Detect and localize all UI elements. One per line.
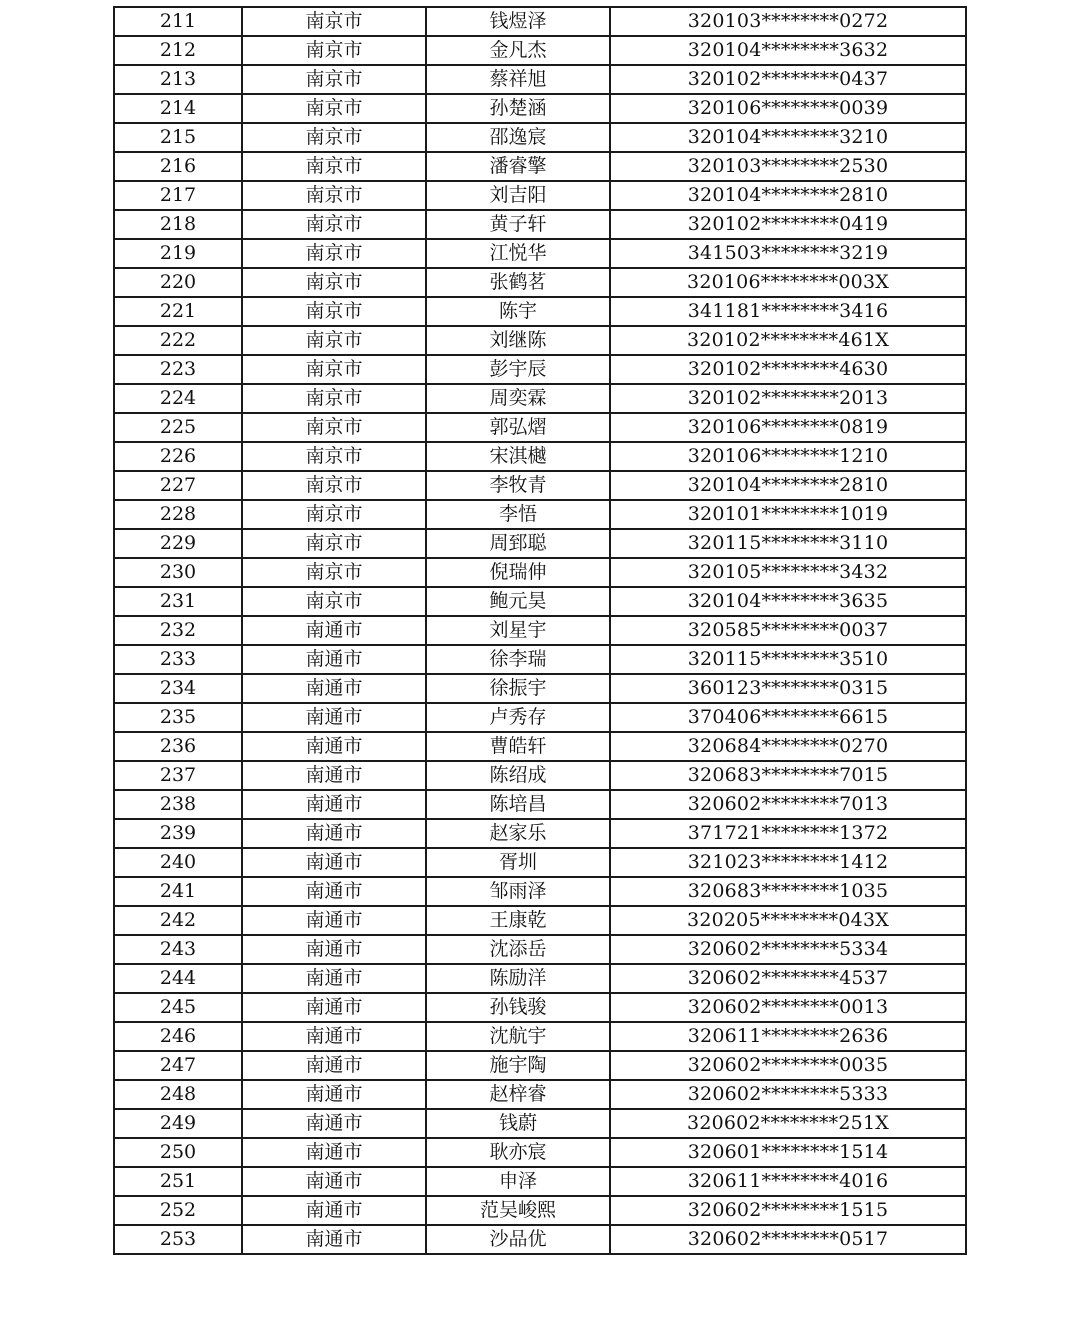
id-number-cell: 320106********1210: [610, 442, 966, 471]
name-cell: 刘吉阳: [426, 181, 610, 210]
name-cell: 钱煜泽: [426, 7, 610, 36]
city-cell: 南京市: [242, 471, 426, 500]
table-row: [114, 674, 966, 703]
name-cell: 孙楚涵: [426, 94, 610, 123]
name-cell: 陈培昌: [426, 790, 610, 819]
table-row: [114, 587, 966, 616]
city-cell: 南京市: [242, 7, 426, 36]
table-row: [114, 703, 966, 732]
name-cell: 邵逸宸: [426, 123, 610, 152]
table-row: [114, 558, 966, 587]
table-row: [114, 297, 966, 326]
id-number-cell: 341503********3219: [610, 239, 966, 268]
name-cell: 李牧青: [426, 471, 610, 500]
row-number-cell: 247: [114, 1051, 242, 1080]
city-cell: 南京市: [242, 123, 426, 152]
row-number-cell: 219: [114, 239, 242, 268]
id-number-cell: 370406********6615: [610, 703, 966, 732]
id-number-cell: 320104********3632: [610, 36, 966, 65]
name-cell: 陈宇: [426, 297, 610, 326]
row-number-cell: 244: [114, 964, 242, 993]
name-cell: 蔡祥旭: [426, 65, 610, 94]
city-cell: 南通市: [242, 1022, 426, 1051]
id-number-cell: 360123********0315: [610, 674, 966, 703]
name-cell: 卢秀存: [426, 703, 610, 732]
name-cell: 郭弘熠: [426, 413, 610, 442]
table-row: [114, 1225, 966, 1254]
name-cell: 曹皓轩: [426, 732, 610, 761]
row-number-cell: 240: [114, 848, 242, 877]
city-cell: 南京市: [242, 413, 426, 442]
row-number-cell: 213: [114, 65, 242, 94]
row-number-cell: 211: [114, 7, 242, 36]
row-number-cell: 238: [114, 790, 242, 819]
id-number-cell: 320102********2013: [610, 384, 966, 413]
roster-table: [113, 6, 967, 1255]
row-number-cell: 245: [114, 993, 242, 1022]
table-row: [114, 1167, 966, 1196]
city-cell: 南通市: [242, 761, 426, 790]
row-number-cell: 222: [114, 326, 242, 355]
row-number-cell: 215: [114, 123, 242, 152]
name-cell: 徐振宇: [426, 674, 610, 703]
table-row: [114, 268, 966, 297]
name-cell: 宋淇樾: [426, 442, 610, 471]
row-number-cell: 237: [114, 761, 242, 790]
table-row: [114, 1196, 966, 1225]
name-cell: 黄子轩: [426, 210, 610, 239]
row-number-cell: 230: [114, 558, 242, 587]
city-cell: 南京市: [242, 181, 426, 210]
id-number-cell: 320611********4016: [610, 1167, 966, 1196]
name-cell: 申泽: [426, 1167, 610, 1196]
city-cell: 南通市: [242, 819, 426, 848]
city-cell: 南通市: [242, 1109, 426, 1138]
table-row: [114, 471, 966, 500]
row-number-cell: 250: [114, 1138, 242, 1167]
city-cell: 南通市: [242, 877, 426, 906]
table-row: [114, 152, 966, 181]
name-cell: 张鹤茗: [426, 268, 610, 297]
name-cell: 赵家乐: [426, 819, 610, 848]
row-number-cell: 236: [114, 732, 242, 761]
table-row: [114, 7, 966, 36]
name-cell: 鲍元昊: [426, 587, 610, 616]
row-number-cell: 225: [114, 413, 242, 442]
table-row: [114, 935, 966, 964]
city-cell: 南京市: [242, 355, 426, 384]
row-number-cell: 242: [114, 906, 242, 935]
table-row: [114, 384, 966, 413]
table-row: [114, 1138, 966, 1167]
city-cell: 南京市: [242, 36, 426, 65]
id-number-cell: 320102********461X: [610, 326, 966, 355]
id-number-cell: 341181********3416: [610, 297, 966, 326]
row-number-cell: 248: [114, 1080, 242, 1109]
id-number-cell: 320106********003X: [610, 268, 966, 297]
city-cell: 南京市: [242, 500, 426, 529]
id-number-cell: 320683********7015: [610, 761, 966, 790]
name-cell: 倪瑞伸: [426, 558, 610, 587]
name-cell: 周奕霖: [426, 384, 610, 413]
table-row: [114, 1109, 966, 1138]
table-row: [114, 239, 966, 268]
id-number-cell: 320115********3110: [610, 529, 966, 558]
city-cell: 南通市: [242, 1167, 426, 1196]
table-row: [114, 877, 966, 906]
row-number-cell: 228: [114, 500, 242, 529]
name-cell: 江悦华: [426, 239, 610, 268]
row-number-cell: 252: [114, 1196, 242, 1225]
table-row: [114, 413, 966, 442]
name-cell: 潘睿擎: [426, 152, 610, 181]
row-number-cell: 241: [114, 877, 242, 906]
name-cell: 钱蔚: [426, 1109, 610, 1138]
name-cell: 王康乾: [426, 906, 610, 935]
id-number-cell: 320102********0437: [610, 65, 966, 94]
row-number-cell: 232: [114, 616, 242, 645]
row-number-cell: 216: [114, 152, 242, 181]
row-number-cell: 243: [114, 935, 242, 964]
city-cell: 南通市: [242, 703, 426, 732]
table-row: [114, 964, 966, 993]
name-cell: 胥圳: [426, 848, 610, 877]
id-number-cell: 320104********3210: [610, 123, 966, 152]
id-number-cell: 320103********2530: [610, 152, 966, 181]
city-cell: 南京市: [242, 94, 426, 123]
row-number-cell: 251: [114, 1167, 242, 1196]
table-row: [114, 906, 966, 935]
row-number-cell: 246: [114, 1022, 242, 1051]
table-row: [114, 819, 966, 848]
name-cell: 施宇陶: [426, 1051, 610, 1080]
name-cell: 徐李瑞: [426, 645, 610, 674]
name-cell: 陈励洋: [426, 964, 610, 993]
city-cell: 南京市: [242, 297, 426, 326]
table-row: [114, 1080, 966, 1109]
id-number-cell: 320102********0419: [610, 210, 966, 239]
table-row: [114, 355, 966, 384]
city-cell: 南通市: [242, 935, 426, 964]
row-number-cell: 217: [114, 181, 242, 210]
city-cell: 南通市: [242, 848, 426, 877]
id-number-cell: 320101********1019: [610, 500, 966, 529]
name-cell: 刘星宇: [426, 616, 610, 645]
table-row: [114, 1022, 966, 1051]
name-cell: 沙品优: [426, 1225, 610, 1254]
id-number-cell: 320103********0272: [610, 7, 966, 36]
row-number-cell: 235: [114, 703, 242, 732]
city-cell: 南京市: [242, 326, 426, 355]
city-cell: 南京市: [242, 65, 426, 94]
city-cell: 南京市: [242, 268, 426, 297]
name-cell: 刘继陈: [426, 326, 610, 355]
id-number-cell: 320102********4630: [610, 355, 966, 384]
row-number-cell: 239: [114, 819, 242, 848]
id-number-cell: 320684********0270: [610, 732, 966, 761]
city-cell: 南京市: [242, 239, 426, 268]
roster-table-body: [114, 7, 966, 1254]
table-row: [114, 442, 966, 471]
row-number-cell: 220: [114, 268, 242, 297]
name-cell: 孙钱骏: [426, 993, 610, 1022]
name-cell: 金凡杰: [426, 36, 610, 65]
city-cell: 南通市: [242, 993, 426, 1022]
id-number-cell: 320602********5334: [610, 935, 966, 964]
name-cell: 沈添岳: [426, 935, 610, 964]
row-number-cell: 249: [114, 1109, 242, 1138]
id-number-cell: 320106********0819: [610, 413, 966, 442]
row-number-cell: 221: [114, 297, 242, 326]
row-number-cell: 227: [114, 471, 242, 500]
city-cell: 南通市: [242, 1080, 426, 1109]
id-number-cell: 371721********1372: [610, 819, 966, 848]
city-cell: 南京市: [242, 442, 426, 471]
row-number-cell: 231: [114, 587, 242, 616]
city-cell: 南通市: [242, 616, 426, 645]
city-cell: 南京市: [242, 210, 426, 239]
city-cell: 南通市: [242, 732, 426, 761]
city-cell: 南通市: [242, 1196, 426, 1225]
name-cell: 陈绍成: [426, 761, 610, 790]
id-number-cell: 320602********5333: [610, 1080, 966, 1109]
table-row: [114, 210, 966, 239]
table-row: [114, 993, 966, 1022]
city-cell: 南通市: [242, 645, 426, 674]
name-cell: 邹雨泽: [426, 877, 610, 906]
city-cell: 南京市: [242, 529, 426, 558]
id-number-cell: 321023********1412: [610, 848, 966, 877]
id-number-cell: 320611********2636: [610, 1022, 966, 1051]
table-row: [114, 848, 966, 877]
id-number-cell: 320205********043X: [610, 906, 966, 935]
table-row: [114, 761, 966, 790]
row-number-cell: 253: [114, 1225, 242, 1254]
id-number-cell: 320104********3635: [610, 587, 966, 616]
id-number-cell: 320104********2810: [610, 471, 966, 500]
row-number-cell: 212: [114, 36, 242, 65]
city-cell: 南通市: [242, 674, 426, 703]
id-number-cell: 320602********0035: [610, 1051, 966, 1080]
id-number-cell: 320106********0039: [610, 94, 966, 123]
table-row: [114, 181, 966, 210]
city-cell: 南通市: [242, 1051, 426, 1080]
id-number-cell: 320105********3432: [610, 558, 966, 587]
city-cell: 南京市: [242, 152, 426, 181]
name-cell: 范吴峻熙: [426, 1196, 610, 1225]
table-row: [114, 1051, 966, 1080]
table-row: [114, 529, 966, 558]
table-row: [114, 500, 966, 529]
id-number-cell: 320602********7013: [610, 790, 966, 819]
row-number-cell: 214: [114, 94, 242, 123]
id-number-cell: 320115********3510: [610, 645, 966, 674]
table-row: [114, 65, 966, 94]
table-row: [114, 616, 966, 645]
row-number-cell: 218: [114, 210, 242, 239]
city-cell: 南通市: [242, 1225, 426, 1254]
row-number-cell: 223: [114, 355, 242, 384]
row-number-cell: 224: [114, 384, 242, 413]
row-number-cell: 229: [114, 529, 242, 558]
id-number-cell: 320585********0037: [610, 616, 966, 645]
city-cell: 南通市: [242, 790, 426, 819]
table-row: [114, 94, 966, 123]
table-row: [114, 36, 966, 65]
id-number-cell: 320602********1515: [610, 1196, 966, 1225]
city-cell: 南京市: [242, 558, 426, 587]
name-cell: 周郅聪: [426, 529, 610, 558]
name-cell: 沈航宇: [426, 1022, 610, 1051]
city-cell: 南通市: [242, 1138, 426, 1167]
row-number-cell: 226: [114, 442, 242, 471]
table-row: [114, 732, 966, 761]
id-number-cell: 320601********1514: [610, 1138, 966, 1167]
row-number-cell: 234: [114, 674, 242, 703]
city-cell: 南京市: [242, 587, 426, 616]
city-cell: 南通市: [242, 964, 426, 993]
name-cell: 彭宇辰: [426, 355, 610, 384]
table-row: [114, 790, 966, 819]
id-number-cell: 320602********4537: [610, 964, 966, 993]
id-number-cell: 320602********0013: [610, 993, 966, 1022]
name-cell: 李悟: [426, 500, 610, 529]
id-number-cell: 320602********251X: [610, 1109, 966, 1138]
id-number-cell: 320602********0517: [610, 1225, 966, 1254]
name-cell: 赵梓睿: [426, 1080, 610, 1109]
city-cell: 南京市: [242, 384, 426, 413]
table-row: [114, 123, 966, 152]
table-row: [114, 326, 966, 355]
table-row: [114, 645, 966, 674]
id-number-cell: 320683********1035: [610, 877, 966, 906]
city-cell: 南通市: [242, 906, 426, 935]
id-number-cell: 320104********2810: [610, 181, 966, 210]
row-number-cell: 233: [114, 645, 242, 674]
name-cell: 耿亦宸: [426, 1138, 610, 1167]
